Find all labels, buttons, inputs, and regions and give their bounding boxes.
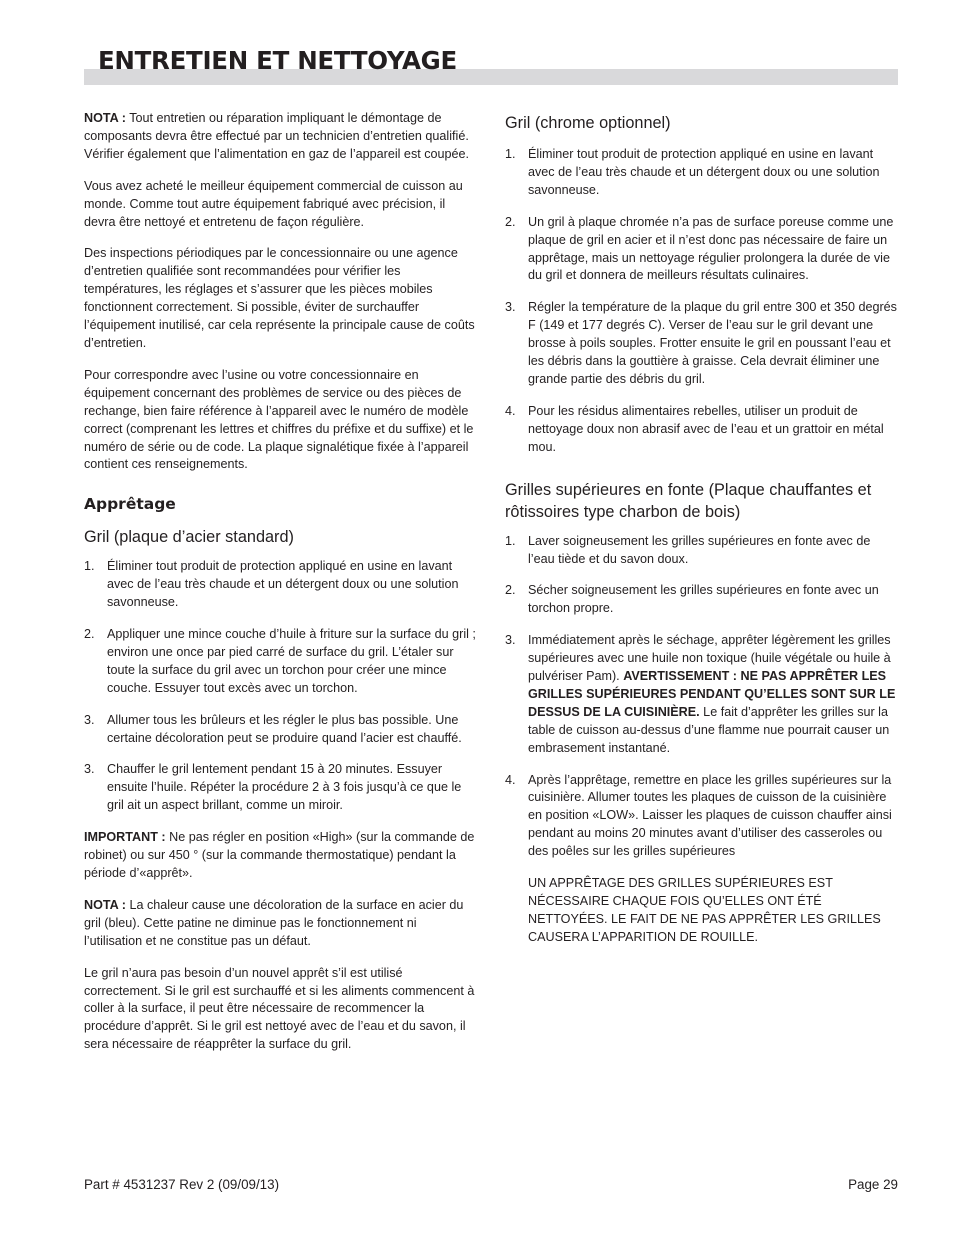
list-item: [84, 712, 478, 748]
step-text: Régler la température de la plaque du gril entre 300 et 350 degrés F (149 et 177 degrés C). Verser de l’eau sur le gril devant une brosse à poils souples. Frotter ensuite le gril en poussant l’eau et les débris dans la gouttière à graisse. Cela devrait éliminer une grande partie des débris du gril.: [528, 300, 897, 386]
list-item: [505, 533, 899, 569]
important-text: Ne pas régler en position «High» (sur la commande de robinet) ou sur 450 ° (sur la commande thermostatique) pendant la période d’«apprêt».: [84, 830, 475, 880]
list-item: [505, 403, 899, 457]
step-text: Sécher soigneusement les grilles supérieures en fonte avec un torchon propre.: [528, 583, 879, 616]
inspection-paragraph: Des inspections périodiques par le concessionnaire ou une agence d’entretien qualifiée sont recommandées pour vérifier les températures, les réglages et s’assurer que les pièces mobiles fonctionnent correctement. Si possible, éviter de surchauffer l’équipement inutilisé, car cela représente la principale cause de coûts d’entretien.: [84, 246, 475, 350]
step-number: 2.: [84, 627, 95, 642]
step-number: 1.: [84, 559, 95, 574]
warning-text: AVERTISSEMENT : NE PAS APPRÊTER LES GRILLES SUPÉRIEURES PENDANT QU’ELLES SONT SUR LE DESSUS DE LA CUISINIÈRE.: [528, 669, 896, 719]
left-column: [84, 110, 478, 1068]
subheading-cast-iron-grates: Grilles supérieures en fonte (Plaque chauffantes et rôtissoires type charbon de bois): [505, 480, 872, 521]
step-number: 3.: [84, 712, 95, 727]
footer-page-number: Page 29: [848, 1177, 898, 1192]
list-item: [505, 632, 899, 757]
step-text: Un gril à plaque chromée n’a pas de surface poreuse comme une plaque de gril en acier et il n’est donc pas nécessaire de faire un apprêtage, mais un nettoyage régulier prolongera la durée de vie du gril et donnera de meilleurs résultats culinaires.: [528, 214, 894, 283]
footer-part-number: Part # 4531237 Rev 2 (09/09/13): [84, 1177, 280, 1192]
nota-note-2: [84, 897, 478, 951]
reseasoning-paragraph: Le gril n’aura pas besoin d’un nouvel apprêt s’il est utilisé correctement. Si le gril est surchauffé et si les aliments commencent à coller à la surface, il peut être nécessaire de recommencer la procédure d’apprêt. Si le gril est nettoyé avec de l’eau et du savon, il sera nécessaire de réapprêter la surface du gril.: [84, 965, 475, 1052]
step-text: Laver soigneusement les grilles supérieures en fonte avec de l’eau tiède et du savon doux.: [528, 533, 871, 566]
nota-text: Tout entretien ou réparation impliquant le démontage de composants devra être effectué par un technicien d’entretien qualifié. Vérifier également que l’alimentation en gaz de l’appareil est coupée.: [84, 111, 470, 161]
step-number: 3.: [84, 762, 95, 777]
step-text: Immédiatement après le séchage, apprêter légèrement les grilles supérieures avec une huile non toxique (huile végétale ou huile à pulvériser Pam).: [528, 633, 891, 684]
contact-paragraph: Pour correspondre avec l’usine ou votre concessionnaire en équipement concernant des problèmes de service ou des pièces de rechange, bien faire référence à l’appareil avec le numéro de modèle correct (comprenant les lettres et chiffres du préfixe et du suffixe) et le numéro de série ou de code. La plaque signalétique fixée à l’appareil contient ces renseignements.: [84, 367, 474, 472]
step-text: Après l’apprêtage, remettre en place les grilles supérieures sur la cuisinière. Allumer toutes les plaques de cuisson de la cuisinière en position «LOW». Laisser les plaques de cuisson chauffer ainsi pendant au moins 20 minutes avant d’utiliser des casseroles ou des poêles sur les grilles supérieures: [528, 772, 892, 859]
step-text: Pour les résidus alimentaires rebelles, utiliser un produit de nettoyage doux non abrasif avec de l’eau et un grattoir en métal mou.: [528, 403, 884, 454]
step-number: 1.: [505, 533, 516, 548]
step-number: 3.: [505, 300, 516, 315]
list-item: [505, 582, 899, 618]
chrome-griddle-steps: [505, 146, 899, 457]
cast-iron-grates-steps: [505, 533, 899, 862]
list-item: [505, 772, 899, 862]
right-column: [505, 112, 899, 961]
section-heading-appretage: Apprêtage: [84, 495, 176, 514]
list-item: [505, 146, 899, 200]
steel-griddle-steps: [84, 558, 478, 815]
list-item: [84, 761, 478, 815]
nota-note: [84, 110, 478, 164]
list-item: [505, 214, 899, 286]
step-text: Appliquer une mince couche d’huile à friture sur la surface du gril ; environ une once par pied carré de surface du gril. L’étaler sur toute la surface du gril avec un torchon pour créer une mince couche. Essuyer tout excès avec un torchon.: [107, 627, 476, 695]
list-item: [505, 299, 899, 389]
step-number: 4.: [505, 772, 516, 787]
nota-text-2: La chaleur cause une décoloration de la surface en acier du gril (bleu). Cette patine ne diminue pas le fonctionnement ni l’utilisation et ne constitue pas un défaut.: [84, 897, 464, 948]
list-item: [84, 558, 478, 612]
step-number: 2.: [505, 214, 516, 229]
step-number: 1.: [505, 147, 516, 161]
step-text: Allumer tous les brûleurs et les régler le plus bas possible. Une certaine décoloration peut se produire quand l’acier est chauffé.: [107, 712, 462, 745]
caps-warning-note: UN APPRÊTAGE DES GRILLES SUPÉRIEURES EST NÉCESSAIRE CHAQUE FOIS QU’ELLES ONT ÉTÉ NETTOYÉES. LE FAIT DE NE PAS APPRÊTER LES GRILLES CAUSERA L’APPARITION DE ROUILLE.: [528, 876, 881, 944]
step-number: 4.: [505, 403, 516, 418]
step-text: Éliminer tout produit de protection appliqué en usine en lavant avec de l’eau très chaude et un détergent doux ou une solution savonneuse.: [107, 559, 459, 610]
step-text: Éliminer tout produit de protection appliqué en usine en lavant avec de l’eau très chaude et un détergent doux ou une solution savonneuse.: [528, 147, 880, 197]
step-text-continued: Le fait d’apprêter les grilles sur la table de cuisson au-dessus d’une flamme nue pourrait causer un embrasement instantané.: [528, 704, 890, 755]
nota-label: NOTA :: [84, 111, 126, 125]
subheading-steel-griddle: Gril (plaque d’acier standard): [84, 528, 294, 547]
step-text: Chauffer le gril lentement pendant 15 à 20 minutes. Essuyer ensuite l’huile. Répéter la procédure 2 à 3 fois jusqu’à ce que le gril ait un aspect brillant, comme un miroir.: [107, 762, 462, 813]
intro-paragraph: Vous avez acheté le meilleur équipement commercial de cuisson au monde. Comme tout autre équipement fabriqué avec précision, il devra être nettoyé et entretenu de façon régulière.: [84, 178, 463, 229]
subheading-chrome-griddle: Gril (chrome optionnel): [505, 114, 671, 132]
nota-label-2: NOTA :: [84, 897, 126, 912]
step-number: 3.: [505, 633, 516, 648]
important-label: IMPORTANT :: [84, 830, 166, 845]
important-note: [84, 829, 478, 883]
step-number: 2.: [505, 583, 516, 598]
page-title: ENTRETIEN ET NETTOYAGE: [98, 46, 457, 75]
list-item: [84, 626, 478, 698]
